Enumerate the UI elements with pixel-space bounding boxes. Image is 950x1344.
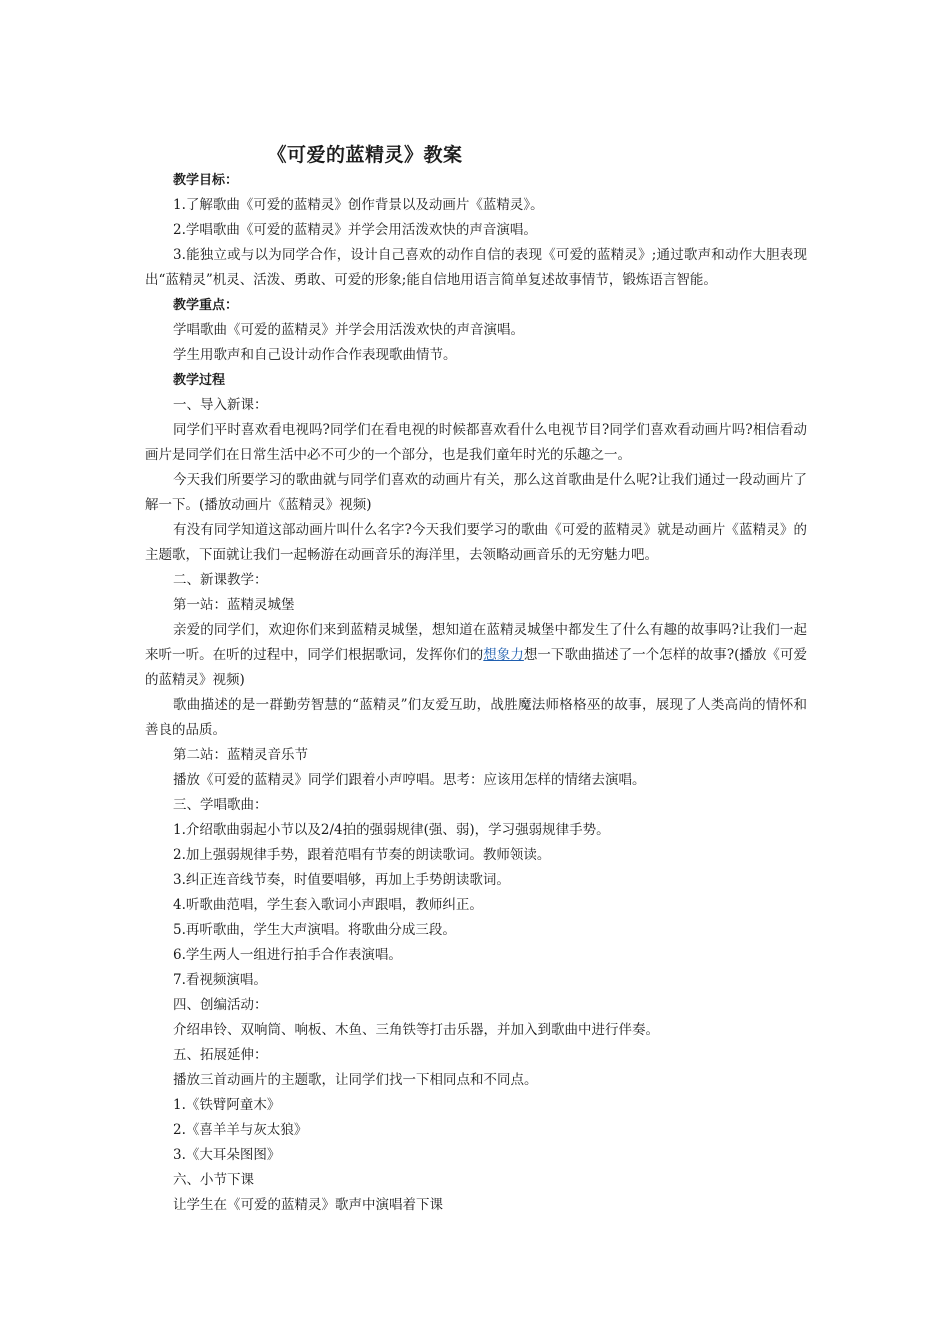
step-item: 4.听歌曲范唱，学生套入歌词小声跟唱，教师纠正。 (173, 897, 483, 913)
heading-process: 教学过程 (173, 373, 226, 388)
imagination-link[interactable]: 想象力 (483, 647, 524, 663)
paragraph (145, 618, 807, 693)
paragraph: 歌曲描述的是一群勤劳智慧的“蓝精灵”们友爱互助，战胜魔法师格格巫的故事，展现了人类高尚的情怀和善良的品质。 (145, 697, 807, 738)
focus-item: 学唱歌曲《可爱的蓝精灵》并学会用活泼欢快的声音演唱。 (173, 322, 524, 338)
list-item: 1.《铁臂阿童木》 (173, 1097, 281, 1113)
paragraph: 播放《可爱的蓝精灵》同学们跟着小声哼唱。思考：应该用怎样的情绪去演唱。 (173, 772, 646, 788)
step-item: 3.纠正连音线节奏，时值要唱够，再加上手势朗读歌词。 (173, 872, 510, 888)
section-heading: 六、小节下课 (173, 1172, 254, 1188)
section-heading: 五、拓展延伸： (173, 1047, 268, 1063)
heading-focus: 教学重点： (173, 298, 239, 313)
step-item: 7.看视频演唱。 (173, 972, 267, 988)
goal-item: 3.能独立或与以为同学合作，设计自己喜欢的动作自信的表现《可爱的蓝精灵》;通过歌声和动作大胆表现出“蓝精灵”机灵、活泼、勇敢、可爱的形象;能自信地用语言简单复述故事情节，锻炼语言智能。 (145, 247, 807, 288)
step-item: 6.学生两人一组进行拍手合作表演唱。 (173, 947, 402, 963)
document-body (145, 168, 807, 1218)
paragraph-text: 亲爱的同学们，欢迎你们来到蓝精灵城堡，想知道在蓝精灵城堡中都发生了什么有趣的故事吗?让我们一起来听一听。在听的过程中，同学们根据歌词，发挥你们的 (145, 622, 807, 663)
paragraph-text: 想一下歌曲描述了一个怎样的故事?(播放《可爱的蓝精灵》视频) (145, 647, 807, 688)
paragraph: 今天我们所要学习的歌曲就与同学们喜欢的动画片有关，那么这首歌曲是什么呢?让我们通过一段动画片了解一下。(播放动画片《蓝精灵》视频) (145, 472, 807, 513)
step-item: 2.加上强弱规律手势，跟着范唱有节奏的朗读歌词。教师领读。 (173, 847, 551, 863)
section-heading: 一、导入新课： (173, 397, 268, 413)
paragraph: 让学生在《可爱的蓝精灵》歌声中演唱着下课 (173, 1197, 443, 1213)
station-title: 第一站：蓝精灵城堡 (173, 597, 295, 613)
section-heading: 四、创编活动： (173, 997, 268, 1013)
heading-goals: 教学目标： (173, 173, 239, 188)
section-heading: 二、新课教学： (173, 572, 268, 588)
goal-item: 1.了解歌曲《可爱的蓝精灵》创作背景以及动画片《蓝精灵》。 (173, 197, 544, 213)
list-item: 3.《大耳朵图图》 (173, 1147, 281, 1163)
focus-item: 学生用歌声和自己设计动作合作表现歌曲情节。 (173, 347, 457, 363)
document-title: 《可爱的蓝精灵》教案 (267, 144, 463, 166)
station-title: 第二站：蓝精灵音乐节 (173, 747, 308, 763)
section-heading: 三、学唱歌曲： (173, 797, 268, 813)
paragraph: 有没有同学知道这部动画片叫什么名字?今天我们要学习的歌曲《可爱的蓝精灵》就是动画片《蓝精灵》的主题歌，下面就让我们一起畅游在动画音乐的海洋里，去领略动画音乐的无穷魅力吧。 (145, 522, 807, 563)
paragraph: 播放三首动画片的主题歌，让同学们找一下相同点和不同点。 (173, 1072, 538, 1088)
list-item: 2.《喜羊羊与灰太狼》 (173, 1122, 308, 1138)
paragraph: 同学们平时喜欢看电视吗?同学们在看电视的时候都喜欢看什么电视节目?同学们喜欢看动画片吗?相信看动画片是同学们在日常生活中必不可少的一个部分，也是我们童年时光的乐趣之一。 (145, 422, 807, 463)
step-item: 1.介绍歌曲弱起小节以及2/4拍的强弱规律(强、弱)，学习强弱规律手势。 (173, 822, 610, 838)
paragraph: 介绍串铃、双响筒、响板、木鱼、三角铁等打击乐器，并加入到歌曲中进行伴奏。 (173, 1022, 659, 1038)
step-item: 5.再听歌曲，学生大声演唱。将歌曲分成三段。 (173, 922, 456, 938)
goal-item: 2.学唱歌曲《可爱的蓝精灵》并学会用活泼欢快的声音演唱。 (173, 222, 537, 238)
